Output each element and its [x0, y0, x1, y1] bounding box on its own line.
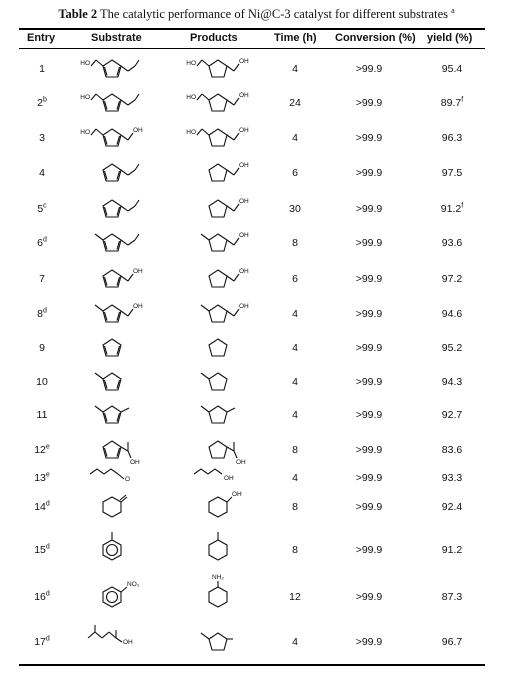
time-cell [270, 237, 320, 249]
conversion-value: >99.9 [355, 472, 383, 484]
yield-value: 92.4 [441, 501, 463, 513]
svg-text:OH: OH [133, 268, 143, 275]
time-cell [270, 132, 320, 144]
time-value: 6 [292, 273, 298, 285]
product-structure [178, 574, 258, 615]
product-structure [178, 624, 258, 660]
entry-number: 1 [39, 63, 45, 75]
time-cell [270, 203, 320, 215]
yield-value: 93.3 [441, 472, 463, 484]
conversion-cell [344, 97, 394, 109]
conversion-cell [344, 203, 394, 215]
yield-value: 96.3 [441, 132, 463, 144]
svg-text:OH: OH [239, 127, 249, 134]
substrate-structure [72, 261, 152, 297]
time-value: 8 [292, 237, 298, 249]
entry-cell [28, 472, 56, 484]
product-structure [178, 85, 258, 121]
yield-value: 94.3 [441, 376, 463, 388]
conversion-value: >99.9 [355, 544, 383, 556]
header-time: Time (h) [274, 32, 317, 44]
yield-value: 94.6 [441, 308, 463, 320]
conversion-value: >99.9 [355, 376, 383, 388]
product-structure [178, 120, 258, 156]
entry-footnote: b [42, 96, 47, 104]
svg-text:OH: OH [239, 92, 249, 99]
svg-text:HO: HO [186, 94, 196, 101]
yield-cell [427, 203, 477, 215]
entry-number: 7 [39, 273, 45, 285]
entry-cell [28, 636, 56, 648]
conversion-cell [344, 273, 394, 285]
conversion-cell [344, 444, 394, 456]
time-cell [270, 308, 320, 320]
conversion-value: >99.9 [355, 203, 383, 215]
yield-footnote: f [461, 96, 464, 104]
entry-cell [28, 203, 56, 215]
conversion-cell [344, 544, 394, 556]
conversion-cell [344, 409, 394, 421]
svg-text:HO: HO [80, 94, 90, 101]
top-rule [19, 28, 485, 30]
entry-number: 17 [34, 636, 46, 648]
entry-number: 16 [34, 591, 46, 603]
product-structure [178, 364, 258, 400]
substrate-structure [72, 364, 152, 400]
conversion-value: >99.9 [355, 591, 383, 603]
svg-text:OH: OH [236, 459, 246, 466]
svg-text:HO: HO [186, 129, 196, 136]
substrate-structure [72, 489, 152, 525]
conversion-value: >99.9 [355, 97, 383, 109]
time-cell [270, 636, 320, 648]
time-value: 8 [292, 444, 298, 456]
substrate-structure [72, 532, 152, 568]
time-cell [270, 167, 320, 179]
time-cell [270, 376, 320, 388]
time-cell [270, 97, 320, 109]
time-cell [270, 273, 320, 285]
svg-text:OH: OH [130, 459, 140, 466]
svg-text:OH: OH [224, 475, 234, 482]
entry-footnote: c [43, 202, 47, 210]
entry-number: 9 [39, 342, 45, 354]
table-label: Table 2 [58, 7, 98, 22]
entry-footnote: d [45, 500, 50, 508]
yield-value: 95.4 [441, 63, 463, 75]
entry-number: 12 [34, 444, 46, 456]
svg-text:OH: OH [239, 162, 249, 169]
entry-cell [28, 591, 56, 603]
entry-number: 11 [36, 409, 48, 421]
yield-value: 97.2 [441, 273, 463, 285]
entry-cell [28, 376, 56, 388]
entry-cell [28, 97, 56, 109]
entry-cell [28, 501, 56, 513]
entry-footnote: d [42, 236, 47, 244]
yield-value: 97.5 [441, 167, 463, 179]
entry-number: 2 [37, 97, 43, 109]
time-cell [270, 342, 320, 354]
svg-text:OH: OH [133, 127, 143, 134]
conversion-value: >99.9 [355, 308, 383, 320]
conversion-value: >99.9 [355, 342, 383, 354]
entry-footnote: e [45, 443, 50, 451]
svg-text:OH: OH [239, 198, 249, 205]
time-value: 30 [289, 203, 301, 215]
header-entry: Entry [27, 32, 56, 44]
substrate-structure [72, 51, 152, 87]
product-structure [178, 261, 258, 297]
entry-number: 5 [37, 203, 44, 215]
product-structure [178, 51, 258, 87]
yield-value: 91.2 [440, 203, 462, 215]
conversion-cell [344, 591, 394, 603]
product-structure [178, 191, 258, 227]
conversion-value: >99.9 [355, 409, 383, 421]
time-value: 6 [292, 167, 298, 179]
yield-value: 96.7 [441, 636, 463, 648]
yield-value: 83.6 [441, 444, 463, 456]
svg-text:OH: OH [239, 232, 249, 239]
time-cell [270, 591, 320, 603]
product-structure [178, 296, 258, 332]
substrate-structure [72, 191, 152, 227]
svg-text:O: O [125, 476, 131, 483]
svg-text:OH: OH [232, 491, 242, 498]
svg-text:HO: HO [80, 60, 90, 67]
time-value: 4 [292, 376, 298, 388]
header-rule [19, 48, 485, 49]
yield-cell [427, 544, 477, 556]
table-caption [0, 6, 513, 22]
time-value: 4 [292, 342, 298, 354]
product-structure [178, 330, 258, 366]
entry-cell [28, 409, 56, 421]
entry-number: 10 [36, 376, 48, 388]
entry-footnote: e [45, 471, 50, 479]
conversion-cell [344, 376, 394, 388]
svg-text:OH: OH [239, 268, 249, 275]
yield-cell [427, 167, 477, 179]
time-cell [270, 544, 320, 556]
yield-cell [427, 591, 477, 603]
time-cell [270, 444, 320, 456]
yield-cell [427, 376, 477, 388]
time-value: 4 [292, 636, 298, 648]
product-structure [178, 225, 258, 261]
yield-value: 95.2 [441, 342, 463, 354]
entry-cell [28, 544, 56, 556]
time-value: 4 [292, 308, 298, 320]
time-value: 8 [292, 544, 298, 556]
entry-footnote: d [45, 543, 50, 551]
conversion-cell [344, 237, 394, 249]
conversion-value: >99.9 [355, 237, 383, 249]
bottom-rule [19, 664, 485, 666]
yield-cell [427, 308, 477, 320]
yield-cell [427, 132, 477, 144]
entry-cell [28, 444, 56, 456]
time-cell [270, 63, 320, 75]
entry-cell [28, 132, 56, 144]
conversion-value: >99.9 [355, 167, 383, 179]
yield-value: 89.7 [440, 97, 462, 109]
yield-cell [427, 636, 477, 648]
svg-text:OH: OH [239, 303, 249, 310]
svg-text:NH₂: NH₂ [212, 574, 224, 581]
yield-cell [427, 273, 477, 285]
header-substrate: Substrate [91, 32, 142, 44]
time-value: 12 [289, 591, 301, 603]
substrate-structure [72, 296, 152, 332]
header-yield: yield (%) [427, 32, 473, 44]
conversion-cell [344, 63, 394, 75]
svg-text:HO: HO [80, 129, 90, 136]
entry-number: 15 [34, 544, 46, 556]
svg-text:NO₂: NO₂ [127, 581, 140, 588]
substrate-structure [72, 225, 152, 261]
conversion-value: >99.9 [355, 444, 383, 456]
substrate-structure [72, 120, 152, 156]
substrate-structure [72, 155, 152, 191]
conversion-cell [344, 132, 394, 144]
substrate-structure [72, 397, 152, 433]
entry-number: 6 [37, 237, 43, 249]
entry-cell [28, 308, 56, 320]
conversion-cell [344, 636, 394, 648]
entry-number: 8 [37, 308, 43, 320]
conversion-value: >99.9 [355, 63, 383, 75]
yield-cell [427, 342, 477, 354]
substrate-structure [72, 85, 152, 121]
yield-footnote: f [461, 202, 464, 210]
caption-note: a [451, 6, 455, 15]
entry-number: 4 [39, 167, 45, 179]
product-structure [178, 155, 258, 191]
conversion-cell [344, 167, 394, 179]
yield-value: 91.2 [441, 544, 463, 556]
svg-text:OH: OH [133, 303, 143, 310]
substrate-structure [72, 624, 152, 660]
yield-value: 92.7 [441, 409, 463, 421]
svg-text:OH: OH [123, 639, 133, 646]
time-value: 4 [292, 409, 298, 421]
conversion-value: >99.9 [355, 636, 383, 648]
substrate-structure [72, 579, 152, 615]
svg-text:OH: OH [239, 58, 249, 65]
conversion-value: >99.9 [355, 273, 383, 285]
entry-number: 14 [34, 501, 46, 513]
entry-footnote: d [45, 635, 50, 643]
substrate-structure [72, 330, 152, 366]
time-cell [270, 409, 320, 421]
product-structure [178, 397, 258, 433]
time-value: 8 [292, 501, 298, 513]
conversion-cell [344, 342, 394, 354]
entry-cell [28, 342, 56, 354]
yield-cell [427, 472, 477, 484]
time-cell [270, 501, 320, 513]
entry-cell [28, 237, 56, 249]
conversion-cell [344, 308, 394, 320]
yield-value: 93.6 [441, 237, 463, 249]
entry-cell [28, 167, 56, 179]
header-products: Products [190, 32, 238, 44]
conversion-cell [344, 501, 394, 513]
caption-text: The catalytic performance of Ni@C-3 catalyst for different substrates [100, 7, 448, 22]
product-structure [178, 532, 258, 568]
yield-cell [427, 501, 477, 513]
yield-cell [427, 97, 477, 109]
time-value: 24 [289, 97, 301, 109]
svg-text:HO: HO [186, 60, 196, 67]
entry-cell [28, 63, 56, 75]
entry-cell [28, 273, 56, 285]
conversion-value: >99.9 [355, 501, 383, 513]
yield-cell [427, 237, 477, 249]
entry-footnote: d [42, 307, 47, 315]
yield-cell [427, 444, 477, 456]
time-value: 4 [292, 63, 298, 75]
time-value: 4 [292, 472, 298, 484]
header-conversion: Conversion (%) [335, 32, 416, 44]
product-structure [178, 489, 258, 525]
entry-number: 3 [39, 132, 45, 144]
conversion-cell [344, 472, 394, 484]
entry-footnote: d [45, 590, 50, 598]
time-cell [270, 472, 320, 484]
yield-cell [427, 63, 477, 75]
entry-number: 13 [34, 472, 46, 484]
yield-value: 87.3 [441, 591, 463, 603]
time-value: 4 [292, 132, 298, 144]
conversion-value: >99.9 [355, 132, 383, 144]
yield-cell [427, 409, 477, 421]
